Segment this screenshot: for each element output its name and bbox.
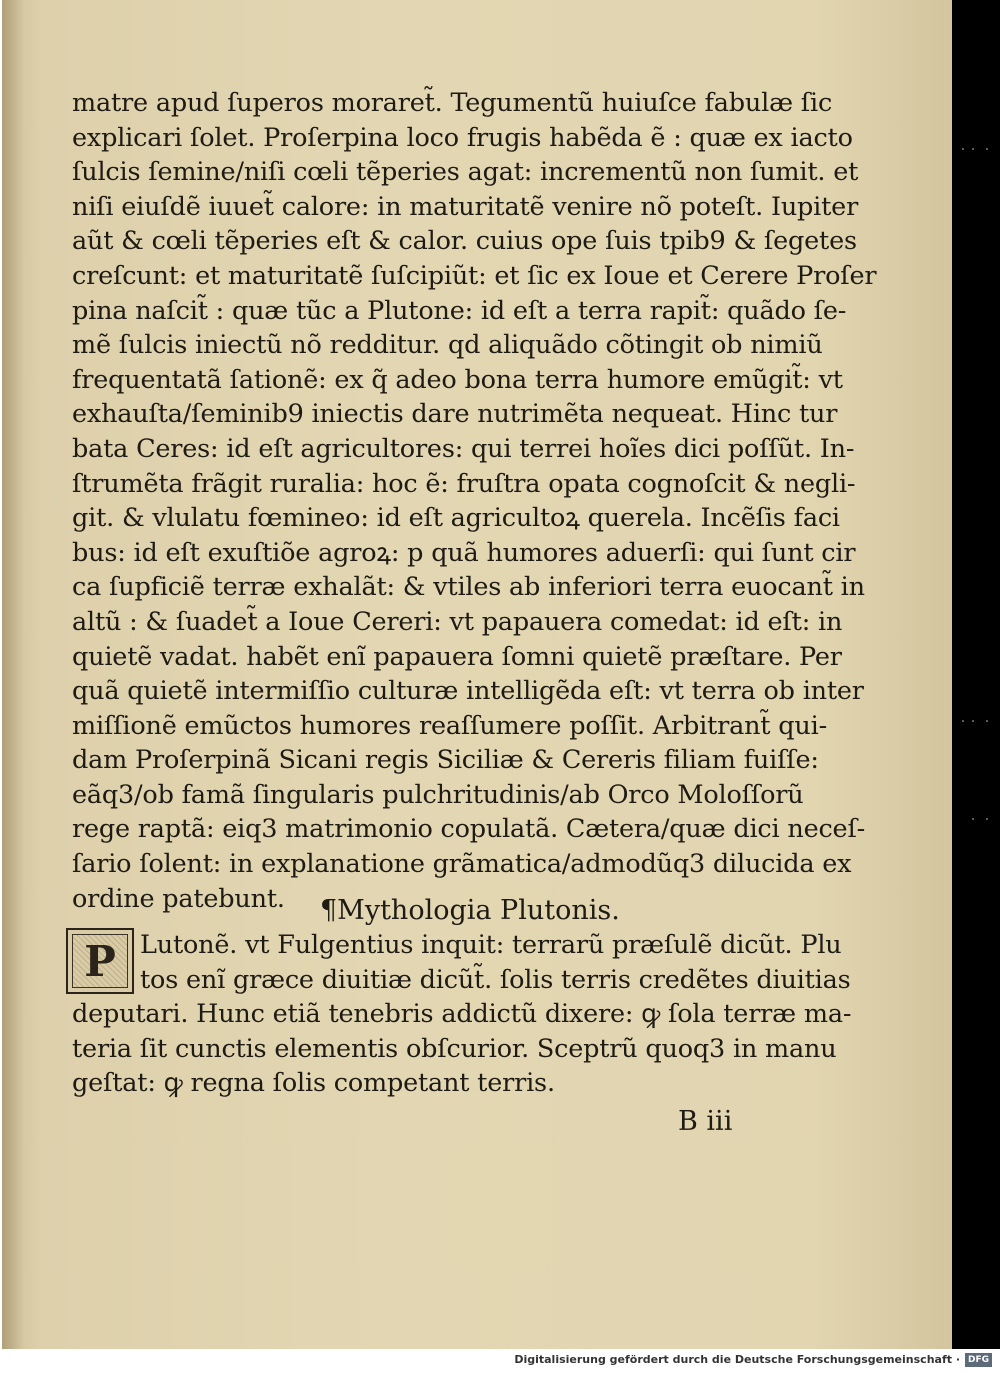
text-line: ſario ſolent: in explanatione grãmatica/admodũq3 dilucida ex bbox=[72, 849, 852, 880]
text-line: tos enĩ græce diuitiæ dicũt̃. ſolis terris credẽtes diuitias bbox=[140, 964, 851, 995]
text-line: frequentatã ſationẽ: ex q̃ adeo bona terra humore emũgit̃: vt bbox=[72, 364, 843, 395]
text-line: pina naſcit̃ : quæ tũc a Plutone: id eſt a terra rapit̃: quãdo ſe- bbox=[72, 295, 847, 326]
text-line: rege raptã: eiq3 matrimonio copulatã. Cætera/quæ dici neceſ- bbox=[72, 814, 866, 845]
text-line: altũ : & ſuadet̃ a Ioue Cereri: vt papauera comedat: id eſt: in bbox=[72, 606, 843, 637]
footer-bar bbox=[0, 1349, 1000, 1373]
text-line: ſulcis ſemine/niſi cœli tẽperies agat: incrementũ non ſumit. et bbox=[72, 157, 859, 188]
edge-mark bbox=[972, 720, 974, 722]
text-line: teria ſit cunctis elementis obſcurior. Sceptrũ quoq3 in manu bbox=[72, 1033, 837, 1064]
text-line: quã quietẽ intermiſſio culturæ intelligẽda eſt: vt terra ob inter bbox=[72, 676, 864, 707]
edge-mark bbox=[972, 818, 974, 820]
text-line: deputari. Hunc etiã tenebris addictũ dixere: ꝙ ſola terræ ma- bbox=[72, 999, 852, 1030]
text-line: geſtat: ꝙ regna ſolis competant terris. bbox=[72, 1068, 555, 1099]
text-line: exhauſta/ſeminib9 iniectis dare nutrimẽta nequeat. Hinc tur bbox=[72, 399, 838, 430]
text-line: creſcunt: et maturitatẽ ſuſcipiũt: et ſic ex Ioue et Cerere Proſer bbox=[72, 260, 877, 291]
page-signature: B iii bbox=[678, 1106, 733, 1137]
edge-mark bbox=[962, 148, 964, 150]
text-line: dam Proſerpinã Sicani regis Siciliæ & Cereris filiam fuiſſe: bbox=[72, 745, 819, 776]
text-line: matre apud ſuperos moraret̃. Tegumentũ huiuſce fabulæ ſic bbox=[72, 88, 833, 118]
body-text bbox=[72, 86, 877, 916]
text-line: ſtrumẽta frãgit ruralia: hoc ẽ: fruſtra opata cognoſcit & negli- bbox=[72, 468, 856, 499]
edge-mark bbox=[986, 148, 988, 150]
edge-mark bbox=[972, 148, 974, 150]
book-page bbox=[2, 0, 952, 1349]
edge-mark bbox=[986, 720, 988, 722]
text-line: ordine patebunt. bbox=[72, 883, 285, 914]
text-line: mẽ ſulcis iniectũ nõ redditur. qd aliquãdo cõtingit ob nimiũ bbox=[72, 330, 823, 361]
edge-mark bbox=[962, 720, 964, 722]
text-line: explicari ſolet. Proſerpina loco frugis habẽda ẽ : quæ ex iacto bbox=[72, 122, 853, 153]
text-line: git. & vlulatu fœmineo: id eſt agricultoꝝ querela. Incẽſis faci bbox=[72, 503, 840, 534]
text-line: eãq3/ob famã ſingularis pulchritudinis/ab Orco Moloſſorũ bbox=[72, 779, 804, 810]
text-line: ca ſupficiẽ terræ exhalãt: & vtiles ab inferiori terra euocant̃ in bbox=[72, 572, 865, 603]
text-line: bus: id eſt exuſtiõe agroꝝ: p quã humores aduerſi: qui ſunt cir bbox=[72, 537, 856, 568]
text-line: miſſionẽ emũctos humores reaſſumere poſſit. Arbitrant̃ qui- bbox=[72, 710, 827, 741]
text-line: Lutonẽ. vt Fulgentius inquit: terrarũ præſulẽ dicũt. Plu bbox=[140, 930, 842, 960]
pluto-paragraph bbox=[72, 928, 852, 1101]
scan-border bbox=[952, 0, 1000, 1349]
section-heading: ¶Mythologia Plutonis. bbox=[320, 895, 620, 926]
dfg-logo-icon: DFG bbox=[965, 1353, 992, 1367]
funding-credit: Digitalisierung gefördert durch die Deutsche Forschungsgemeinschaft · bbox=[514, 1353, 960, 1366]
text-line: quietẽ vadat. habẽt enĩ papauera ſomni quietẽ præſtare. Per bbox=[72, 641, 842, 672]
text-line: niſi eiuſdẽ iuuet̃ calore: in maturitatẽ venire nõ poteſt. Iupiter bbox=[72, 191, 859, 222]
text-line: aũt & cœli tẽperies eſt & calor. cuius ope ſuis tpib9 & ſegetes bbox=[72, 226, 857, 257]
initial-letter: P bbox=[72, 934, 128, 988]
edge-mark bbox=[986, 818, 988, 820]
text-line: bata Ceres: id eſt agricultores: qui terrei hoĩes dici poſſũt. In- bbox=[72, 433, 855, 464]
